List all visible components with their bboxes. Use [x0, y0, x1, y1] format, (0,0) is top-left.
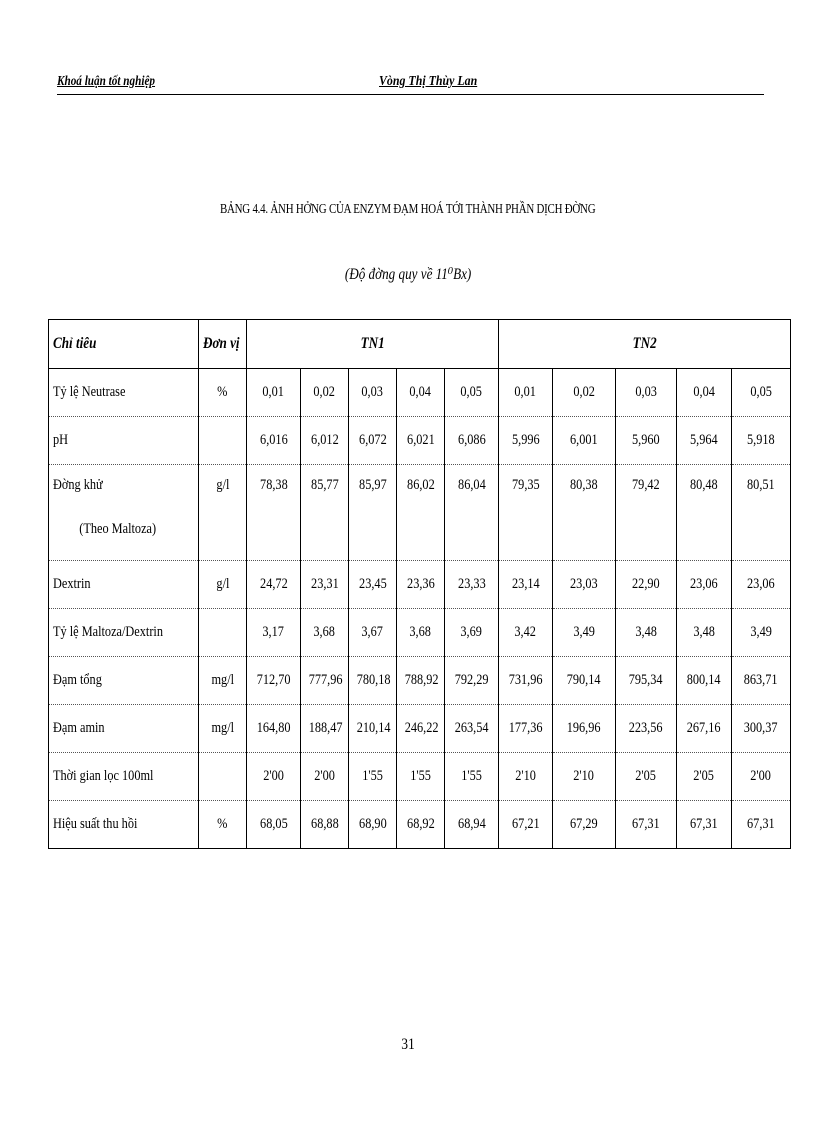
- table-cell: [301, 609, 349, 657]
- table-cell: [247, 609, 301, 657]
- cell-value: 3,42: [514, 624, 537, 640]
- cell-value: 67,31: [747, 816, 775, 832]
- cell-value: 2'10: [573, 768, 595, 784]
- table-cell: [732, 465, 791, 561]
- table-cell: [445, 465, 499, 561]
- table-cell: [301, 561, 349, 609]
- table-cell: [616, 561, 677, 609]
- row-label-text: Tỷ lệ Neutrase: [53, 384, 126, 400]
- table-cell: [397, 801, 445, 849]
- cell-value: 790,14: [567, 672, 601, 688]
- cell-value: 1'55: [362, 768, 383, 784]
- table-cell: [553, 369, 616, 417]
- cell-value: 0,05: [750, 384, 772, 400]
- table-body: [49, 369, 791, 849]
- cell-value: 6,086: [457, 432, 486, 448]
- table-subtitle: (Độ đờng quy về 11⁰Bx): [344, 266, 472, 283]
- row-label: [49, 561, 199, 609]
- table-cell: [349, 657, 397, 705]
- cell-value: 2'00: [750, 768, 772, 784]
- table-cell: [349, 753, 397, 801]
- cell-value: 712,70: [256, 672, 291, 688]
- cell-value: 863,71: [744, 672, 778, 688]
- cell-value: 0,02: [573, 384, 595, 400]
- cell-value: 5,964: [690, 432, 718, 448]
- table-cell: [301, 801, 349, 849]
- cell-value: 23,45: [358, 576, 387, 592]
- table-cell: [397, 561, 445, 609]
- cell-value: 2'05: [635, 768, 657, 784]
- cell-value: 80,48: [690, 477, 718, 493]
- cell-value: 777,96: [308, 672, 343, 688]
- cell-value: 196,96: [567, 720, 601, 736]
- table-cell: [349, 369, 397, 417]
- table-cell: [616, 801, 677, 849]
- table-cell: [247, 801, 301, 849]
- header-thesis-label: Khoá luận tốt nghiệp: [57, 74, 156, 89]
- row-label: [49, 753, 199, 801]
- cell-value: 79,42: [632, 477, 660, 493]
- cell-value: 164,80: [256, 720, 291, 736]
- cell-value: 188,47: [308, 720, 343, 736]
- table-cell: [397, 609, 445, 657]
- row-label: [49, 369, 199, 417]
- cell-value: 731,96: [508, 672, 543, 688]
- cell-value: 3,48: [635, 624, 657, 640]
- table-cell: [301, 705, 349, 753]
- table-cell: [349, 609, 397, 657]
- row-unit: [199, 753, 247, 801]
- table-cell: [445, 705, 499, 753]
- table-cell: [499, 369, 553, 417]
- table-cell: [499, 417, 553, 465]
- cell-value: 23,06: [747, 576, 775, 592]
- page-header: [57, 74, 764, 95]
- cell-value: 1'55: [461, 768, 482, 784]
- cell-value: 85,97: [358, 477, 387, 493]
- table-cell: [553, 705, 616, 753]
- cell-value: 1'55: [410, 768, 431, 784]
- table-cell: [247, 657, 301, 705]
- table-cell: [247, 465, 301, 561]
- cell-value: 223,56: [629, 720, 663, 736]
- table-cell: [445, 417, 499, 465]
- table-cell: [397, 753, 445, 801]
- table-cell: [677, 369, 732, 417]
- header-criteria: Chỉ tiêu: [49, 320, 199, 369]
- table-cell: [732, 657, 791, 705]
- table-cell: [499, 609, 553, 657]
- table-row: [49, 801, 791, 849]
- cell-value: 23,36: [406, 576, 435, 592]
- row-label-text: Tỷ lệ Maltoza/Dextrin: [53, 624, 163, 640]
- cell-value: 23,14: [511, 576, 540, 592]
- table-cell: [553, 801, 616, 849]
- table-row: [49, 609, 791, 657]
- cell-value: 68,88: [310, 816, 339, 832]
- table-cell: [301, 657, 349, 705]
- table-cell: [397, 657, 445, 705]
- row-label-subtext: (Theo Maltoza): [79, 521, 157, 537]
- row-label: [49, 705, 199, 753]
- cell-value: 800,14: [687, 672, 721, 688]
- cell-value: 67,21: [511, 816, 540, 832]
- table-cell: [616, 753, 677, 801]
- table-cell: [553, 657, 616, 705]
- table-cell: [732, 801, 791, 849]
- table-cell: [397, 465, 445, 561]
- table-cell: [677, 657, 732, 705]
- table-cell: [616, 465, 677, 561]
- cell-value: 0,05: [460, 384, 483, 400]
- cell-value: 85,77: [310, 477, 339, 493]
- cell-value: 0,04: [409, 384, 432, 400]
- cell-value: 80,38: [570, 477, 598, 493]
- row-unit: [199, 369, 247, 417]
- cell-value: 23,06: [690, 576, 718, 592]
- row-unit: [199, 417, 247, 465]
- row-label-text: Đờng khử: [53, 477, 103, 493]
- cell-value: 67,31: [632, 816, 660, 832]
- cell-value: 788,92: [404, 672, 439, 688]
- table-cell: [445, 801, 499, 849]
- cell-value: 68,90: [358, 816, 387, 832]
- cell-value: 23,33: [457, 576, 486, 592]
- row-unit-text: g/l: [216, 477, 229, 493]
- cell-value: 2'05: [693, 768, 715, 784]
- table-cell: [445, 369, 499, 417]
- table-cell: [349, 705, 397, 753]
- cell-value: 6,016: [259, 432, 288, 448]
- cell-value: 246,22: [404, 720, 439, 736]
- table-cell: [553, 465, 616, 561]
- data-table: [48, 319, 791, 849]
- table-row: [49, 561, 791, 609]
- table-cell: [732, 417, 791, 465]
- table-cell: [732, 705, 791, 753]
- table-cell: [732, 369, 791, 417]
- table-title: BẢNG 4.4. ẢNH HỞNG CỦA ENZYM ĐẠM HOÁ TỚI THÀNH PHẦN DỊCH ĐỜNG: [220, 202, 596, 217]
- table-cell: [616, 705, 677, 753]
- cell-value: 5,960: [632, 432, 660, 448]
- table-cell: [247, 753, 301, 801]
- table-cell: [616, 369, 677, 417]
- cell-value: 780,18: [356, 672, 391, 688]
- row-unit-text: %: [217, 816, 228, 832]
- row-unit: [199, 609, 247, 657]
- cell-value: 2'10: [515, 768, 536, 784]
- header-unit: Đơn vị: [199, 320, 247, 369]
- table-row: [49, 657, 791, 705]
- table-row: [49, 465, 791, 561]
- table-cell: [553, 609, 616, 657]
- table-cell: [499, 465, 553, 561]
- table-cell: [677, 609, 732, 657]
- table-cell: [397, 369, 445, 417]
- cell-value: 0,03: [635, 384, 657, 400]
- cell-value: 79,35: [511, 477, 540, 493]
- header-author-name: Vòng Thị Thùy Lan: [379, 74, 478, 89]
- table-cell: [397, 705, 445, 753]
- table-cell: [616, 609, 677, 657]
- table-cell: [349, 465, 397, 561]
- table-cell: [445, 657, 499, 705]
- table-cell: [677, 753, 732, 801]
- cell-value: 23,31: [310, 576, 339, 592]
- table-cell: [247, 705, 301, 753]
- table-cell: [301, 369, 349, 417]
- table-cell: [445, 561, 499, 609]
- table-cell: [677, 465, 732, 561]
- table-cell: [732, 561, 791, 609]
- table-row: [49, 753, 791, 801]
- table-cell: [247, 561, 301, 609]
- cell-value: 3,49: [573, 624, 595, 640]
- row-unit: [199, 561, 247, 609]
- header-group-tn1: TN1: [247, 320, 499, 369]
- cell-value: 22,90: [632, 576, 660, 592]
- cell-value: 23,03: [570, 576, 598, 592]
- cell-value: 6,012: [310, 432, 339, 448]
- cell-value: 0,03: [361, 384, 384, 400]
- cell-value: 6,001: [570, 432, 598, 448]
- table-cell: [732, 753, 791, 801]
- header-group-tn2: TN2: [499, 320, 791, 369]
- cell-value: 2'00: [263, 768, 284, 784]
- table-cell: [732, 609, 791, 657]
- row-label-text: Thời gian lọc 100ml: [53, 768, 154, 784]
- table-cell: [499, 753, 553, 801]
- cell-value: 3,49: [750, 624, 772, 640]
- table-cell: [301, 753, 349, 801]
- row-unit: [199, 705, 247, 753]
- row-label: [49, 801, 199, 849]
- table-row: [49, 705, 791, 753]
- table-row: [49, 417, 791, 465]
- cell-value: 267,16: [687, 720, 721, 736]
- row-unit: [199, 657, 247, 705]
- table-cell: [301, 465, 349, 561]
- cell-value: 86,02: [406, 477, 435, 493]
- table-cell: [616, 657, 677, 705]
- cell-value: 3,17: [262, 624, 285, 640]
- cell-value: 177,36: [508, 720, 543, 736]
- cell-value: 86,04: [457, 477, 486, 493]
- cell-value: 0,04: [693, 384, 715, 400]
- table-cell: [301, 417, 349, 465]
- table-cell: [499, 561, 553, 609]
- row-unit: [199, 801, 247, 849]
- table-cell: [677, 705, 732, 753]
- row-label-text: Đạm tổng: [53, 672, 102, 688]
- cell-value: 300,37: [744, 720, 778, 736]
- row-unit-text: %: [217, 384, 228, 400]
- table-cell: [677, 561, 732, 609]
- cell-value: 795,34: [629, 672, 663, 688]
- table-cell: [553, 561, 616, 609]
- row-unit-text: mg/l: [211, 720, 234, 736]
- cell-value: 0,01: [262, 384, 285, 400]
- cell-value: 210,14: [356, 720, 391, 736]
- cell-value: 24,72: [259, 576, 288, 592]
- row-label-text: Dextrin: [53, 576, 91, 592]
- cell-value: 3,69: [460, 624, 483, 640]
- cell-value: 67,29: [570, 816, 598, 832]
- cell-value: 78,38: [259, 477, 288, 493]
- cell-value: 263,54: [454, 720, 489, 736]
- cell-value: 0,01: [514, 384, 537, 400]
- table-row: [49, 369, 791, 417]
- table-cell: [677, 417, 732, 465]
- cell-value: 68,94: [457, 816, 486, 832]
- row-unit: [199, 465, 247, 561]
- table-cell: [553, 753, 616, 801]
- cell-value: 5,996: [511, 432, 540, 448]
- table-cell: [677, 801, 732, 849]
- table-cell: [445, 753, 499, 801]
- table-cell: [499, 801, 553, 849]
- row-unit-text: mg/l: [211, 672, 234, 688]
- table-cell: [499, 705, 553, 753]
- cell-value: 6,072: [358, 432, 387, 448]
- table-cell: [247, 369, 301, 417]
- cell-value: 68,05: [259, 816, 288, 832]
- row-unit-text: g/l: [216, 576, 229, 592]
- table-header-row: [49, 320, 791, 369]
- table-cell: [445, 609, 499, 657]
- cell-value: 67,31: [690, 816, 718, 832]
- row-label: [49, 657, 199, 705]
- table-cell: [349, 561, 397, 609]
- table-cell: [397, 417, 445, 465]
- table-cell: [553, 417, 616, 465]
- row-label-text: pH: [53, 432, 69, 448]
- cell-value: 3,68: [313, 624, 336, 640]
- cell-value: 5,918: [747, 432, 775, 448]
- cell-value: 3,48: [693, 624, 715, 640]
- cell-value: 2'00: [314, 768, 335, 784]
- table-cell: [247, 417, 301, 465]
- page-number: 31: [401, 1036, 415, 1053]
- cell-value: 0,02: [313, 384, 336, 400]
- table-cell: [349, 417, 397, 465]
- row-label: [49, 465, 199, 561]
- cell-value: 68,92: [406, 816, 435, 832]
- cell-value: 6,021: [406, 432, 435, 448]
- table-cell: [349, 801, 397, 849]
- table-cell: [616, 417, 677, 465]
- cell-value: 3,67: [361, 624, 384, 640]
- cell-value: 792,29: [454, 672, 489, 688]
- cell-value: 3,68: [409, 624, 432, 640]
- cell-value: 80,51: [747, 477, 775, 493]
- row-label-text: Hiệu suất thu hồi: [53, 816, 138, 832]
- row-label: [49, 609, 199, 657]
- row-label: [49, 417, 199, 465]
- row-label-text: Đạm amin: [53, 720, 105, 736]
- table-cell: [499, 657, 553, 705]
